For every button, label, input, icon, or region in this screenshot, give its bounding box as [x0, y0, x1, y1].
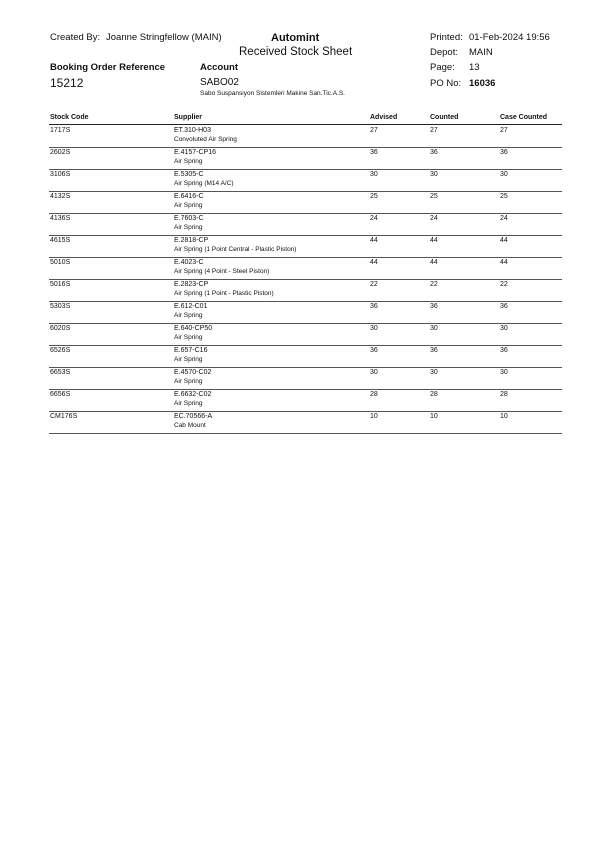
stock-code: 1717S	[50, 127, 71, 134]
advised-qty: 30	[370, 369, 378, 376]
counted-qty: 30	[430, 325, 438, 332]
account-label: Account	[200, 62, 238, 73]
stock-code: 6653S	[50, 369, 71, 376]
item-description: Air Spring (1 Point - Plastic Piston)	[174, 290, 274, 297]
item-description: Air Spring (4 Point - Steel Piston)	[174, 268, 270, 275]
case-counted-qty: 36	[500, 149, 508, 156]
counted-qty: 44	[430, 259, 438, 266]
po-label: PO No:	[430, 78, 462, 89]
table-row	[0, 279, 595, 301]
table-row	[0, 257, 595, 279]
stock-code: CM176S	[50, 413, 78, 420]
item-description: Air Spring	[174, 158, 203, 165]
printed-value: 01-Feb-2024 19:56	[469, 32, 550, 43]
supplier-code: E.6416-C	[174, 193, 204, 200]
case-counted-qty: 44	[500, 259, 508, 266]
case-counted-qty: 28	[500, 391, 508, 398]
counted-qty: 36	[430, 347, 438, 354]
table-row	[0, 169, 595, 191]
col-header-stock-code: Stock Code	[50, 114, 89, 121]
depot-value: MAIN	[469, 47, 493, 58]
case-counted-qty: 24	[500, 215, 508, 222]
col-header-advised: Advised	[370, 114, 398, 121]
counted-qty: 30	[430, 369, 438, 376]
case-counted-qty: 22	[500, 281, 508, 288]
item-description: Air Spring	[174, 356, 203, 363]
col-header-counted: Counted	[430, 114, 459, 121]
case-counted-qty: 27	[500, 127, 508, 134]
depot-label: Depot:	[430, 47, 458, 58]
supplier-code: EC.70566-A	[174, 413, 213, 420]
col-header-supplier: Supplier	[174, 114, 203, 121]
stock-code: 5010S	[50, 259, 71, 266]
counted-qty: 25	[430, 193, 438, 200]
counted-qty: 30	[430, 171, 438, 178]
counted-qty: 44	[430, 237, 438, 244]
table-row	[0, 367, 595, 389]
item-description: Air Spring	[174, 224, 203, 231]
case-counted-qty: 10	[500, 413, 508, 420]
stock-code: 6020S	[50, 325, 71, 332]
table-row	[0, 125, 595, 147]
table-row	[0, 213, 595, 235]
stock-code: 6526S	[50, 347, 71, 354]
stock-code: 4132S	[50, 193, 71, 200]
advised-qty: 25	[370, 193, 378, 200]
item-description: Air Spring	[174, 312, 203, 319]
stock-code: 4136S	[50, 215, 71, 222]
case-counted-qty: 36	[500, 303, 508, 310]
case-counted-qty: 30	[500, 325, 508, 332]
table-row	[0, 191, 595, 213]
counted-qty: 27	[430, 127, 438, 134]
stock-code: 5016S	[50, 281, 71, 288]
row-divider	[49, 433, 562, 434]
case-counted-qty: 30	[500, 369, 508, 376]
supplier-code: E.2818-CP	[174, 237, 209, 244]
advised-qty: 30	[370, 171, 378, 178]
advised-qty: 24	[370, 215, 378, 222]
created-by-label: Created By:	[50, 32, 101, 43]
table-row	[0, 147, 595, 169]
supplier-code: E.7603-C	[174, 215, 204, 222]
case-counted-qty: 30	[500, 171, 508, 178]
advised-qty: 44	[370, 259, 378, 266]
po-value: 16036	[469, 78, 496, 89]
supplier-code: E.657-C16	[174, 347, 208, 354]
supplier-code: E.4157-CP16	[174, 149, 217, 156]
supplier-code: E.4023-C	[174, 259, 204, 266]
page-value: 13	[469, 62, 480, 73]
stock-code: 6656S	[50, 391, 71, 398]
item-description: Air Spring (1 Point Central - Plastic Piston)	[174, 246, 297, 253]
table-row	[0, 411, 595, 433]
supplier-code: E.4570-C02	[174, 369, 212, 376]
item-description: Air Spring	[174, 400, 203, 407]
booking-ref-value: 15212	[50, 76, 84, 90]
advised-qty: 44	[370, 237, 378, 244]
advised-qty: 36	[370, 347, 378, 354]
counted-qty: 24	[430, 215, 438, 222]
stock-code: 5303S	[50, 303, 71, 310]
table-row	[0, 345, 595, 367]
counted-qty: 10	[430, 413, 438, 420]
supplier-code: E.640-CP50	[174, 325, 213, 332]
supplier-code: E.5305-C	[174, 171, 204, 178]
item-description: Air Spring	[174, 378, 203, 385]
stock-code: 2602S	[50, 149, 71, 156]
item-description: Air Spring	[174, 334, 203, 341]
item-description: Convoluted Air Spring	[174, 136, 237, 143]
advised-qty: 10	[370, 413, 378, 420]
supplier-code: E.6632-C02	[174, 391, 212, 398]
account-name: Sabo Suspansiyon Sistemleri Makine San.Tic.A.S.	[200, 90, 345, 97]
item-description: Cab Mount	[174, 422, 206, 429]
table-row	[0, 323, 595, 345]
page-label: Page:	[430, 62, 455, 73]
supplier-code: E.612-C01	[174, 303, 208, 310]
table-row	[0, 389, 595, 411]
table-row	[0, 301, 595, 323]
company-name: Automint	[271, 32, 320, 44]
account-value: SABO02	[200, 77, 239, 88]
stock-code: 3106S	[50, 171, 71, 178]
col-header-case-counted: Case Counted	[500, 114, 548, 121]
counted-qty: 28	[430, 391, 438, 398]
counted-qty: 22	[430, 281, 438, 288]
advised-qty: 36	[370, 303, 378, 310]
counted-qty: 36	[430, 303, 438, 310]
case-counted-qty: 25	[500, 193, 508, 200]
case-counted-qty: 36	[500, 347, 508, 354]
item-description: Air Spring	[174, 202, 203, 209]
item-description: Air Spring (M14 A/C)	[174, 180, 234, 187]
advised-qty: 36	[370, 149, 378, 156]
case-counted-qty: 44	[500, 237, 508, 244]
supplier-code: ET.310-H03	[174, 127, 211, 134]
advised-qty: 22	[370, 281, 378, 288]
advised-qty: 28	[370, 391, 378, 398]
printed-label: Printed:	[430, 32, 463, 43]
booking-ref-label: Booking Order Reference	[50, 62, 166, 73]
table-row	[0, 235, 595, 257]
doc-title: Received Stock Sheet	[239, 46, 353, 58]
advised-qty: 30	[370, 325, 378, 332]
supplier-code: E.2823-CP	[174, 281, 209, 288]
advised-qty: 27	[370, 127, 378, 134]
created-by-value: Joanne Stringfellow (MAIN)	[106, 32, 222, 43]
stock-code: 4615S	[50, 237, 71, 244]
counted-qty: 36	[430, 149, 438, 156]
